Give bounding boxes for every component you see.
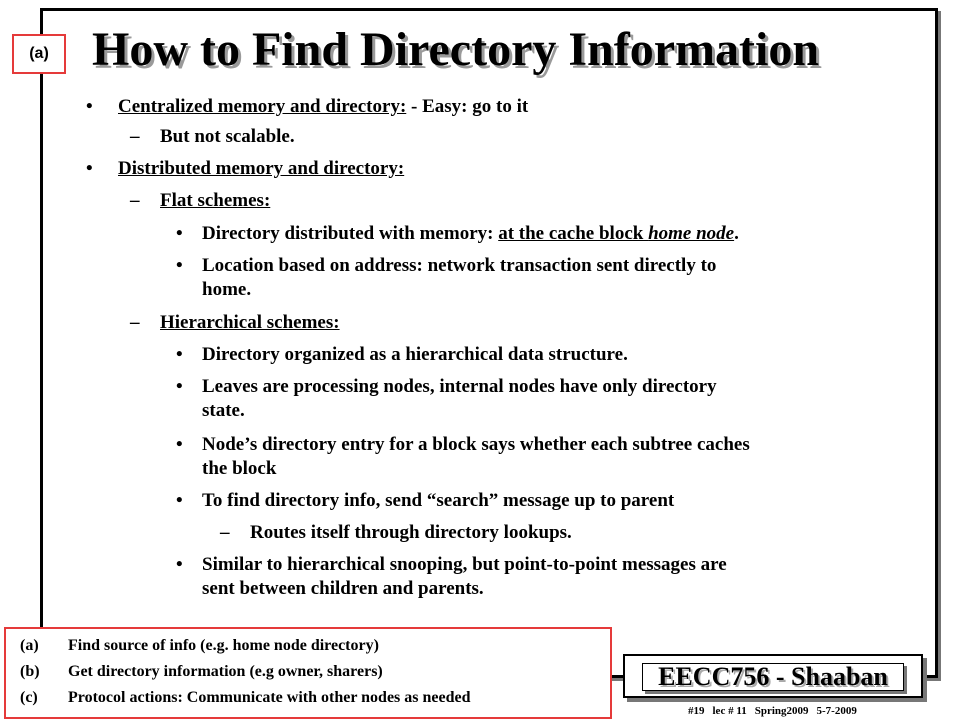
item-italic-text: home node <box>648 223 735 244</box>
dash-marker: – <box>130 190 140 211</box>
item-text: Directory distributed with memory: <box>202 223 499 244</box>
note-label: (c) <box>20 689 38 706</box>
sub-item-text: Routes itself through directory lookups. <box>250 522 572 543</box>
slide-number: #19 <box>688 705 705 717</box>
item-text-line2: home. <box>202 279 252 300</box>
bullet-underlined-text: Centralized memory and directory: <box>118 96 407 117</box>
note-row <box>20 659 383 684</box>
term: Spring2009 <box>754 705 809 717</box>
item-text-end: . <box>734 223 739 244</box>
bullet-text: - Easy: go to it <box>406 96 529 117</box>
section-tag: (a) <box>12 34 66 74</box>
bullet-marker: • <box>176 344 183 365</box>
bullet-marker: • <box>176 554 183 575</box>
dash-marker: – <box>130 312 140 333</box>
note-row <box>20 685 471 710</box>
page-title: How to Find Directory Information <box>92 23 820 76</box>
note-text: Find source of info (e.g. home node directory) <box>68 637 379 654</box>
course-brand-box <box>623 654 923 698</box>
slide-footer <box>688 705 865 717</box>
note-label: (b) <box>20 663 40 680</box>
item-text-line1: Location based on address: network transaction sent directly to <box>202 255 717 276</box>
note-text: Protocol actions: Communicate with other nodes as needed <box>68 689 471 706</box>
bullet-marker: • <box>86 96 93 117</box>
item-text-line2: the block <box>202 458 277 479</box>
sub-bullet-text: But not scalable. <box>160 126 295 147</box>
dash-marker: – <box>220 522 230 543</box>
item-text-line2: sent between children and parents. <box>202 578 484 599</box>
note-row <box>20 633 379 658</box>
bullet-marker: • <box>176 490 183 511</box>
bullet-marker: • <box>86 158 93 179</box>
item-text: To find directory info, send “search” message up to parent <box>202 490 675 511</box>
bullet-marker: • <box>176 376 183 397</box>
dash-marker: – <box>130 126 140 147</box>
item-text-line1: Similar to hierarchical snooping, but point-to-point messages are <box>202 554 727 575</box>
item-text-line1: Leaves are processing nodes, internal nodes have only directory <box>202 376 717 397</box>
note-text: Get directory information (e.g owner, sharers) <box>68 663 383 680</box>
sub-bullet-text: Flat schemes: <box>160 190 271 211</box>
item-underlined-text: at the cache block <box>498 223 649 244</box>
bullet-marker: • <box>176 434 183 455</box>
sub-bullet-text: Hierarchical schemes: <box>160 312 340 333</box>
bullet-marker: • <box>176 255 183 276</box>
item-text-line1: Node’s directory entry for a block says whether each subtree caches <box>202 434 750 455</box>
lecture-number: lec # 11 <box>712 705 747 717</box>
notes-box <box>4 627 612 719</box>
course-brand: EECC756 - Shaaban <box>642 663 904 691</box>
bullet-marker: • <box>176 223 183 244</box>
bullet-text: Distributed memory and directory: <box>118 158 405 179</box>
note-label: (a) <box>20 637 39 654</box>
item-text-line2: state. <box>202 400 245 421</box>
date: 5-7-2009 <box>816 705 857 717</box>
item-text: Directory organized as a hierarchical data structure. <box>202 344 628 365</box>
